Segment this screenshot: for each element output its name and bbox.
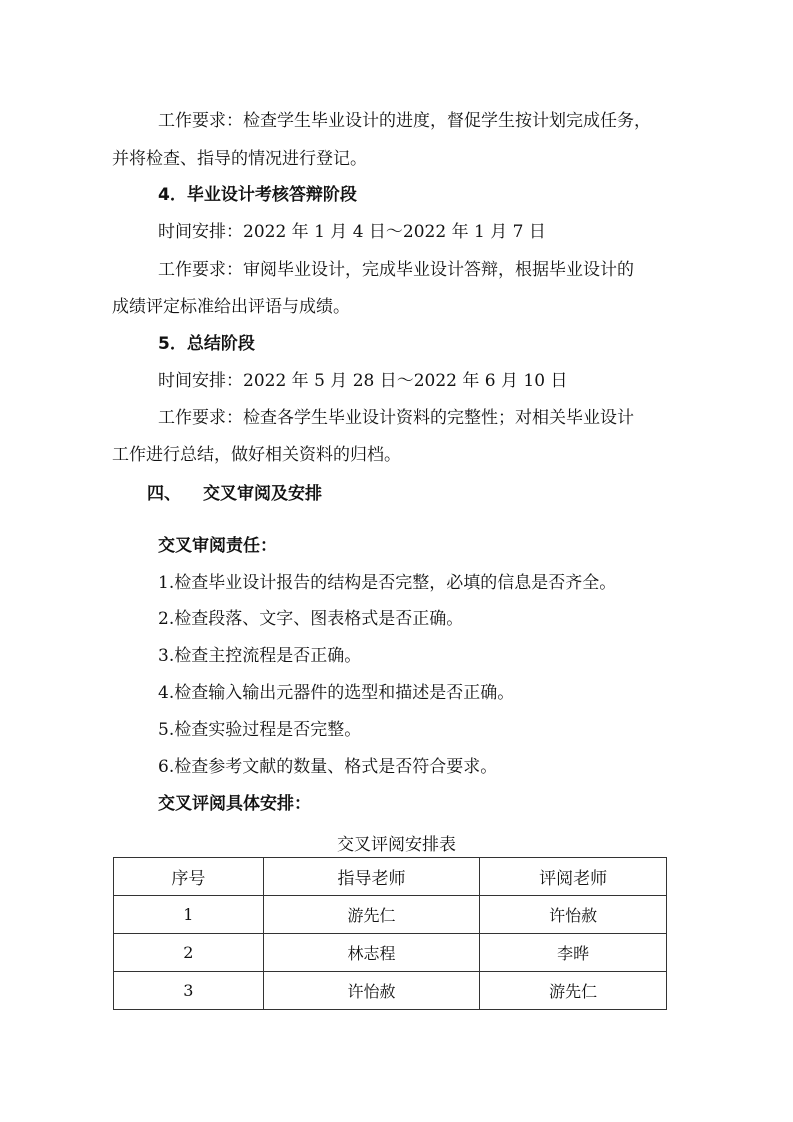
cell-reviewer: 游先仁 — [480, 972, 667, 1010]
review-item: 3.检查主控流程是否正确。 — [158, 646, 362, 666]
section-heading-cross-review — [147, 483, 322, 505]
header-reviewer: 评阅老师 — [480, 858, 667, 896]
paragraph-work-requirement-4-line1: 工作要求：审阅毕业设计，完成毕业设计答辩，根据毕业设计的 — [158, 260, 634, 280]
cell-reviewer: 许怡赦 — [480, 896, 667, 934]
cell-advisor: 林志程 — [263, 934, 480, 972]
header-index: 序号 — [114, 858, 264, 896]
paragraph-work-requirement-3-line1: 工作要求：检查学生毕业设计的进度，督促学生按计划完成任务， — [158, 111, 651, 131]
paragraph-work-requirement-5-line1: 工作要求：检查各学生毕业设计资料的完整性；对相关毕业设计 — [158, 408, 634, 428]
time-schedule-summary: 时间安排：2022 年 5 月 28 日～2022 年 6 月 10 日 — [158, 371, 568, 391]
heading-defense-stage: 4．毕业设计考核答辩阶段 — [158, 185, 357, 205]
paragraph-work-requirement-4-line2: 成绩评定标准给出评语与成绩。 — [112, 297, 350, 317]
header-advisor: 指导老师 — [263, 858, 480, 896]
table-row — [114, 896, 667, 934]
review-item: 6.检查参考文献的数量、格式是否符合要求。 — [158, 757, 498, 777]
paragraph-work-requirement-5-line2: 工作进行总结，做好相关资料的归档。 — [112, 445, 401, 465]
cell-index: 3 — [114, 972, 264, 1010]
cross-review-table — [113, 857, 667, 1010]
table-header-row — [114, 858, 667, 896]
cell-index: 1 — [114, 896, 264, 934]
paragraph-work-requirement-3-line2: 并将检查、指导的情况进行登记。 — [112, 149, 367, 169]
table-row — [114, 934, 667, 972]
review-item: 4.检查输入输出元器件的选型和描述是否正确。 — [158, 683, 515, 703]
section-number: 四、 — [147, 484, 181, 504]
table-caption: 交叉评阅安排表 — [337, 835, 456, 855]
review-item: 5.检查实验过程是否完整。 — [158, 720, 362, 740]
cell-reviewer: 李晔 — [480, 934, 667, 972]
review-item: 2.检查段落、文字、图表格式是否正确。 — [158, 609, 464, 629]
time-schedule-defense: 时间安排：2022 年 1 月 4 日～2022 年 1 月 7 日 — [158, 222, 546, 242]
review-responsibility-heading: 交叉审阅责任： — [158, 536, 277, 556]
cell-advisor: 游先仁 — [263, 896, 480, 934]
cell-index: 2 — [114, 934, 264, 972]
review-arrangement-heading: 交叉评阅具体安排： — [158, 794, 311, 814]
review-item: 1.检查毕业设计报告的结构是否完整，必填的信息是否齐全。 — [158, 573, 617, 593]
heading-summary-stage: 5．总结阶段 — [158, 334, 255, 354]
section-title: 交叉审阅及安排 — [203, 484, 322, 504]
cell-advisor: 许怡赦 — [263, 972, 480, 1010]
table-row — [114, 972, 667, 1010]
